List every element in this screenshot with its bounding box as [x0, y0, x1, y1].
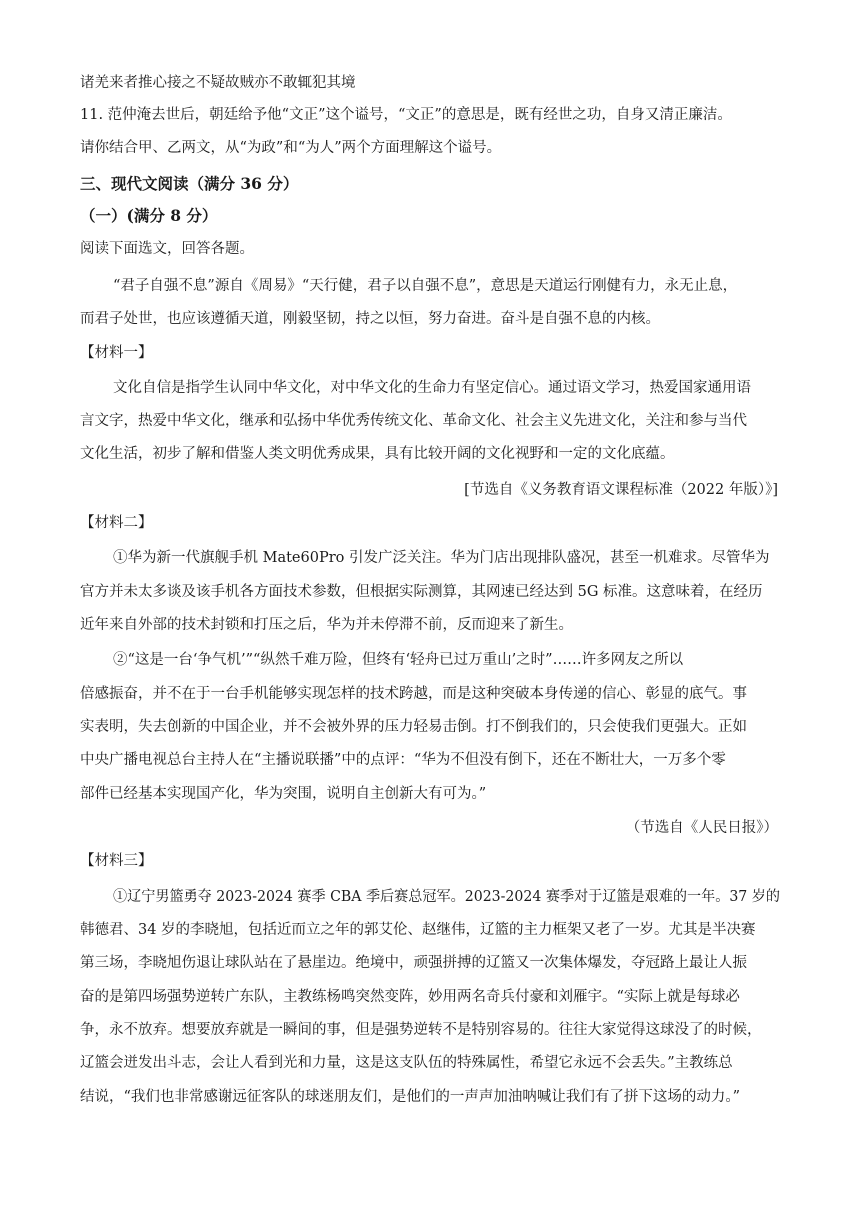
question-11-line-1: 11. 范仲淹去世后，朝廷给予他“文正”这个谥号，“文正”的意思是，既有经世之功，自身又清正廉洁。	[80, 107, 732, 123]
material-2-line: 近年来自外部的技术封锁和打压之后，华为并未停滞不前，反而迎来了新生。	[80, 617, 573, 633]
material-1-line: 文化生活，初步了解和借鉴人类文明优秀成果，具有比较开阔的文化视野和一定的文化底蕴。	[80, 446, 675, 462]
material-2-line: 实表明，失去创新的中国企业，并不会被外界的压力轻易击倒。打不倒我们的，只会使我们更强大。正如	[80, 719, 747, 735]
material-1-line: 文化自信是指学生认同中华文化，对中华文化的生命力有坚定信心。通过语文学习，热爱国家通用语	[113, 380, 751, 396]
material-2-line: 中央广播电视总台主持人在“主播说联播”中的点评：“华为不但没有倒下，还在不断壮大，一万多个零	[80, 752, 726, 768]
subsection-heading: （一）(满分 8 分）	[80, 206, 218, 225]
material-3-line: 争，永不放弃。想要放弃就是一瞬间的事，但是强势逆转不是特别容易的。往往大家觉得这球没了的时候，	[80, 1022, 762, 1038]
material-3-label: 【材料三】	[80, 853, 153, 869]
intro-paragraph-line: “君子自强不息”源自《周易》“天行健，君子以自强不息”，意思是天道运行刚健有力，永无止息，	[113, 278, 738, 294]
material-3-line: 辽篮会迸发出斗志，会让人看到光和力量，这是这支队伍的特殊属性，希望它永远不会丢失。”主教练总	[80, 1055, 733, 1071]
material-1-label: 【材料一】	[80, 345, 153, 361]
material-2-line: ①华为新一代旗舰手机 Mate60Pro 引发广泛关注。华为门店出现排队盛况，甚至一机难求。尽管华为	[113, 550, 770, 566]
material-3-line: 结说，“我们也非常感谢远征客队的球迷朋友们，是他们的一声声加油呐喊让我们有了拼下这场的动力。”	[80, 1089, 741, 1105]
text-line: 诸羌来者推心接之不疑故贼亦不敢辄犯其境	[80, 75, 356, 91]
material-1-source: [节选自《义务教育语文课程标准（2022 年版）》]	[464, 482, 778, 498]
material-3-line: ①辽宁男篮勇夺 2023-2024 赛季 CBA 季后赛总冠军。2023-2024 赛季对于辽篮是艰难的一年。37 岁的	[113, 889, 781, 905]
question-11-line-2: 请你结合甲、乙两文，从“为政”和“为人”两个方面理解这个谥号。	[80, 140, 502, 156]
section-heading: 三、现代文阅读（满分 36 分）	[80, 174, 299, 193]
material-2-line: 官方并未太多谈及该手机各方面技术参数，但根据实际测算，其网速已经达到 5G 标准。这意味着，在经历	[80, 584, 763, 600]
intro-paragraph-line: 而君子处世，也应该遵循天道，刚毅坚韧，持之以恒，努力奋进。奋斗是自强不息的内核。	[80, 311, 660, 327]
material-3-line: 韩德君、34 岁的李晓旭，包括近而立之年的郭艾伦、赵继伟，辽篮的主力框架又老了一岁。尤其是半决赛	[80, 922, 756, 938]
material-2-line: 倍感振奋，并不在于一台手机能够实现怎样的技术跨越，而是这种突破本身传递的信心、彰显的底气。事	[80, 686, 747, 702]
material-3-line: 奋的是第四场强势逆转广东队，主教练杨鸣突然变阵，妙用两名奇兵付豪和刘雁宇。“实际上就是每球必	[80, 989, 740, 1005]
material-2-source: （节选自《人民日报》）	[625, 820, 778, 836]
material-2-label: 【材料二】	[80, 515, 153, 531]
material-1-line: 言文字，热爱中华文化，继承和弘扬中华优秀传统文化、革命文化、社会主义先进文化，关注和参与当代	[80, 413, 747, 429]
material-3-line: 第三场，李晓旭伤退让球队站在了悬崖边。绝境中，顽强拼搏的辽篮又一次集体爆发，夺冠路上最让人振	[80, 955, 747, 971]
instruction-text: 阅读下面选文，回答各题。	[80, 241, 254, 257]
material-2-line: ②“这是一台‘争气机’”“纵然千难万险，但终有‘轻舟已过万重山’之时”……许多网友之所以	[113, 652, 684, 668]
material-2-line: 部件已经基本实现国产化，华为突围，说明自主创新大有可为。”	[80, 786, 487, 802]
